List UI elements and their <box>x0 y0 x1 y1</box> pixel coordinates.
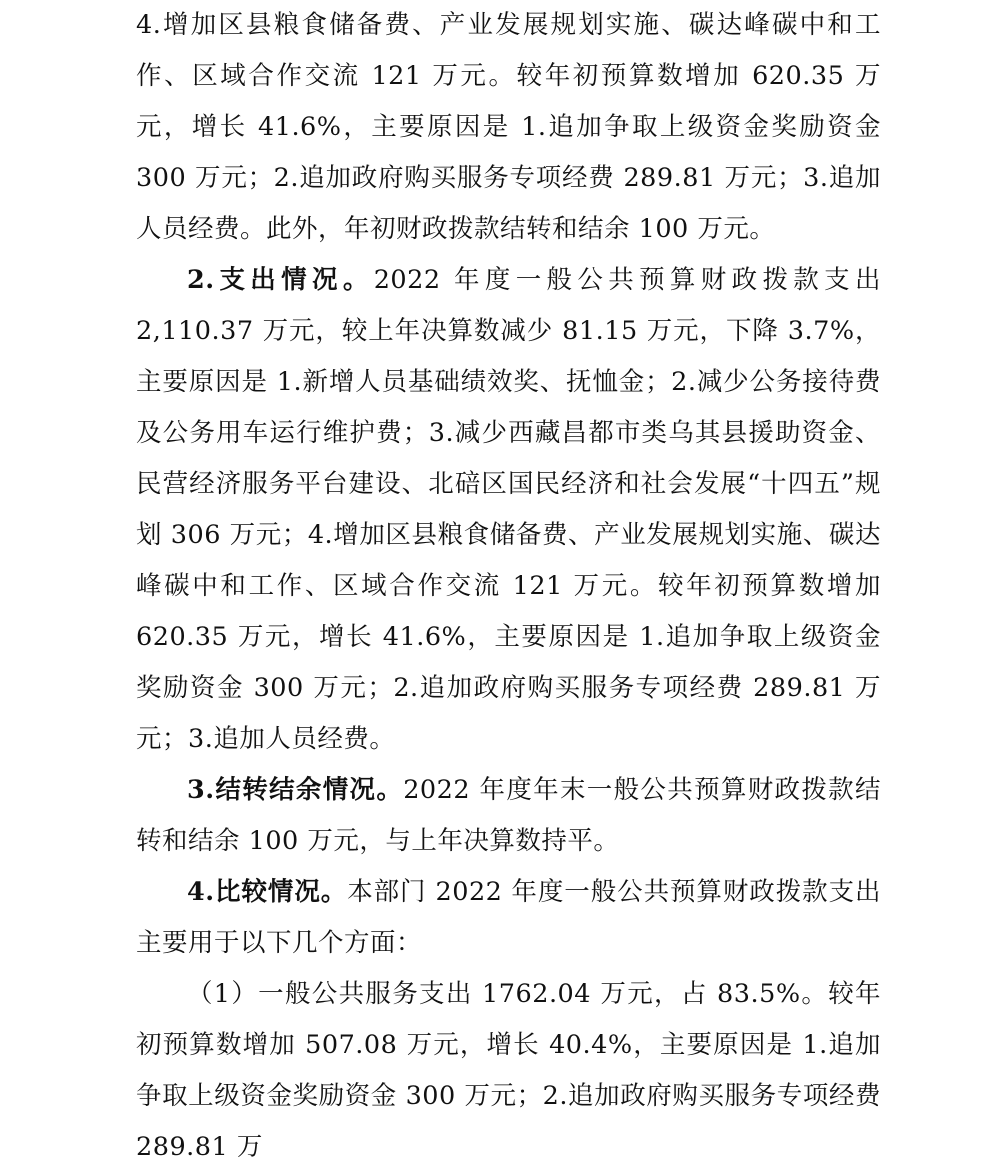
paragraph-text: （1）一般公共服务支出 1762.04 万元，占 83.5%。较年初预算数增加 507.08 万元，增长 40.4%，主要原因是 1.追加争取上级资金奖励资金 300 万元；2.追加政府购买服务专项经费 289.81 万 <box>136 979 881 1162</box>
paragraph-expenditure <box>136 255 881 765</box>
section-heading-expenditure: 2.支出情况。 <box>187 265 374 295</box>
paragraph-revenue-continuation <box>136 0 881 255</box>
paragraph-text: 2022 年度一般公共预算财政拨款支出 2,110.37 万元，较上年决算数减少 81.15 万元，下降 3.7%，主要原因是 1.新增人员基础绩效奖、抚恤金；2.减少公务接待费及公务用车运行维护费；3.减少西藏昌都市类乌其县援助资金、民营经济服务平台建设、北碚区国民经济和社会发展“十四五”规划 306 万元；4.增加区县粮食储备费、产业发展规划实施、碳达峰碳中和工作、区域合作交流 121 万元。较年初预算数增加 620.35 万元，增长 41.6%，主要原因是 1.追加争取上级资金奖励资金 300 万元；2.追加政府购买服务专项经费 289.81 万元；3.追加人员经费。 <box>136 265 881 754</box>
paragraph-carryover <box>136 765 881 867</box>
paragraph-text: 本部门 2022 年度一般公共预算财政拨款支出主要用于以下几个方面： <box>136 877 881 958</box>
paragraph-text: 4.增加区县粮食储备费、产业发展规划实施、碳达峰碳中和工作、区域合作交流 121 万元。较年初预算数增加 620.35 万元，增长 41.6%，主要原因是 1.追加争取上级资金奖励资金 300 万元；2.追加政府购买服务专项经费 289.81 万元；3.追加人员经费。此外，年初财政拨款结转和结余 100 万元。 <box>136 10 881 244</box>
paragraph-comparison <box>136 867 881 969</box>
document-body <box>136 0 881 1173</box>
paragraph-text: 2022 年度年末一般公共预算财政拨款结转和结余 100 万元，与上年决算数持平。 <box>136 775 881 856</box>
section-heading-carryover: 3.结转结余情况。 <box>187 775 404 805</box>
paragraph-general-public-services <box>136 969 881 1173</box>
section-heading-comparison: 4.比较情况。 <box>187 877 348 907</box>
